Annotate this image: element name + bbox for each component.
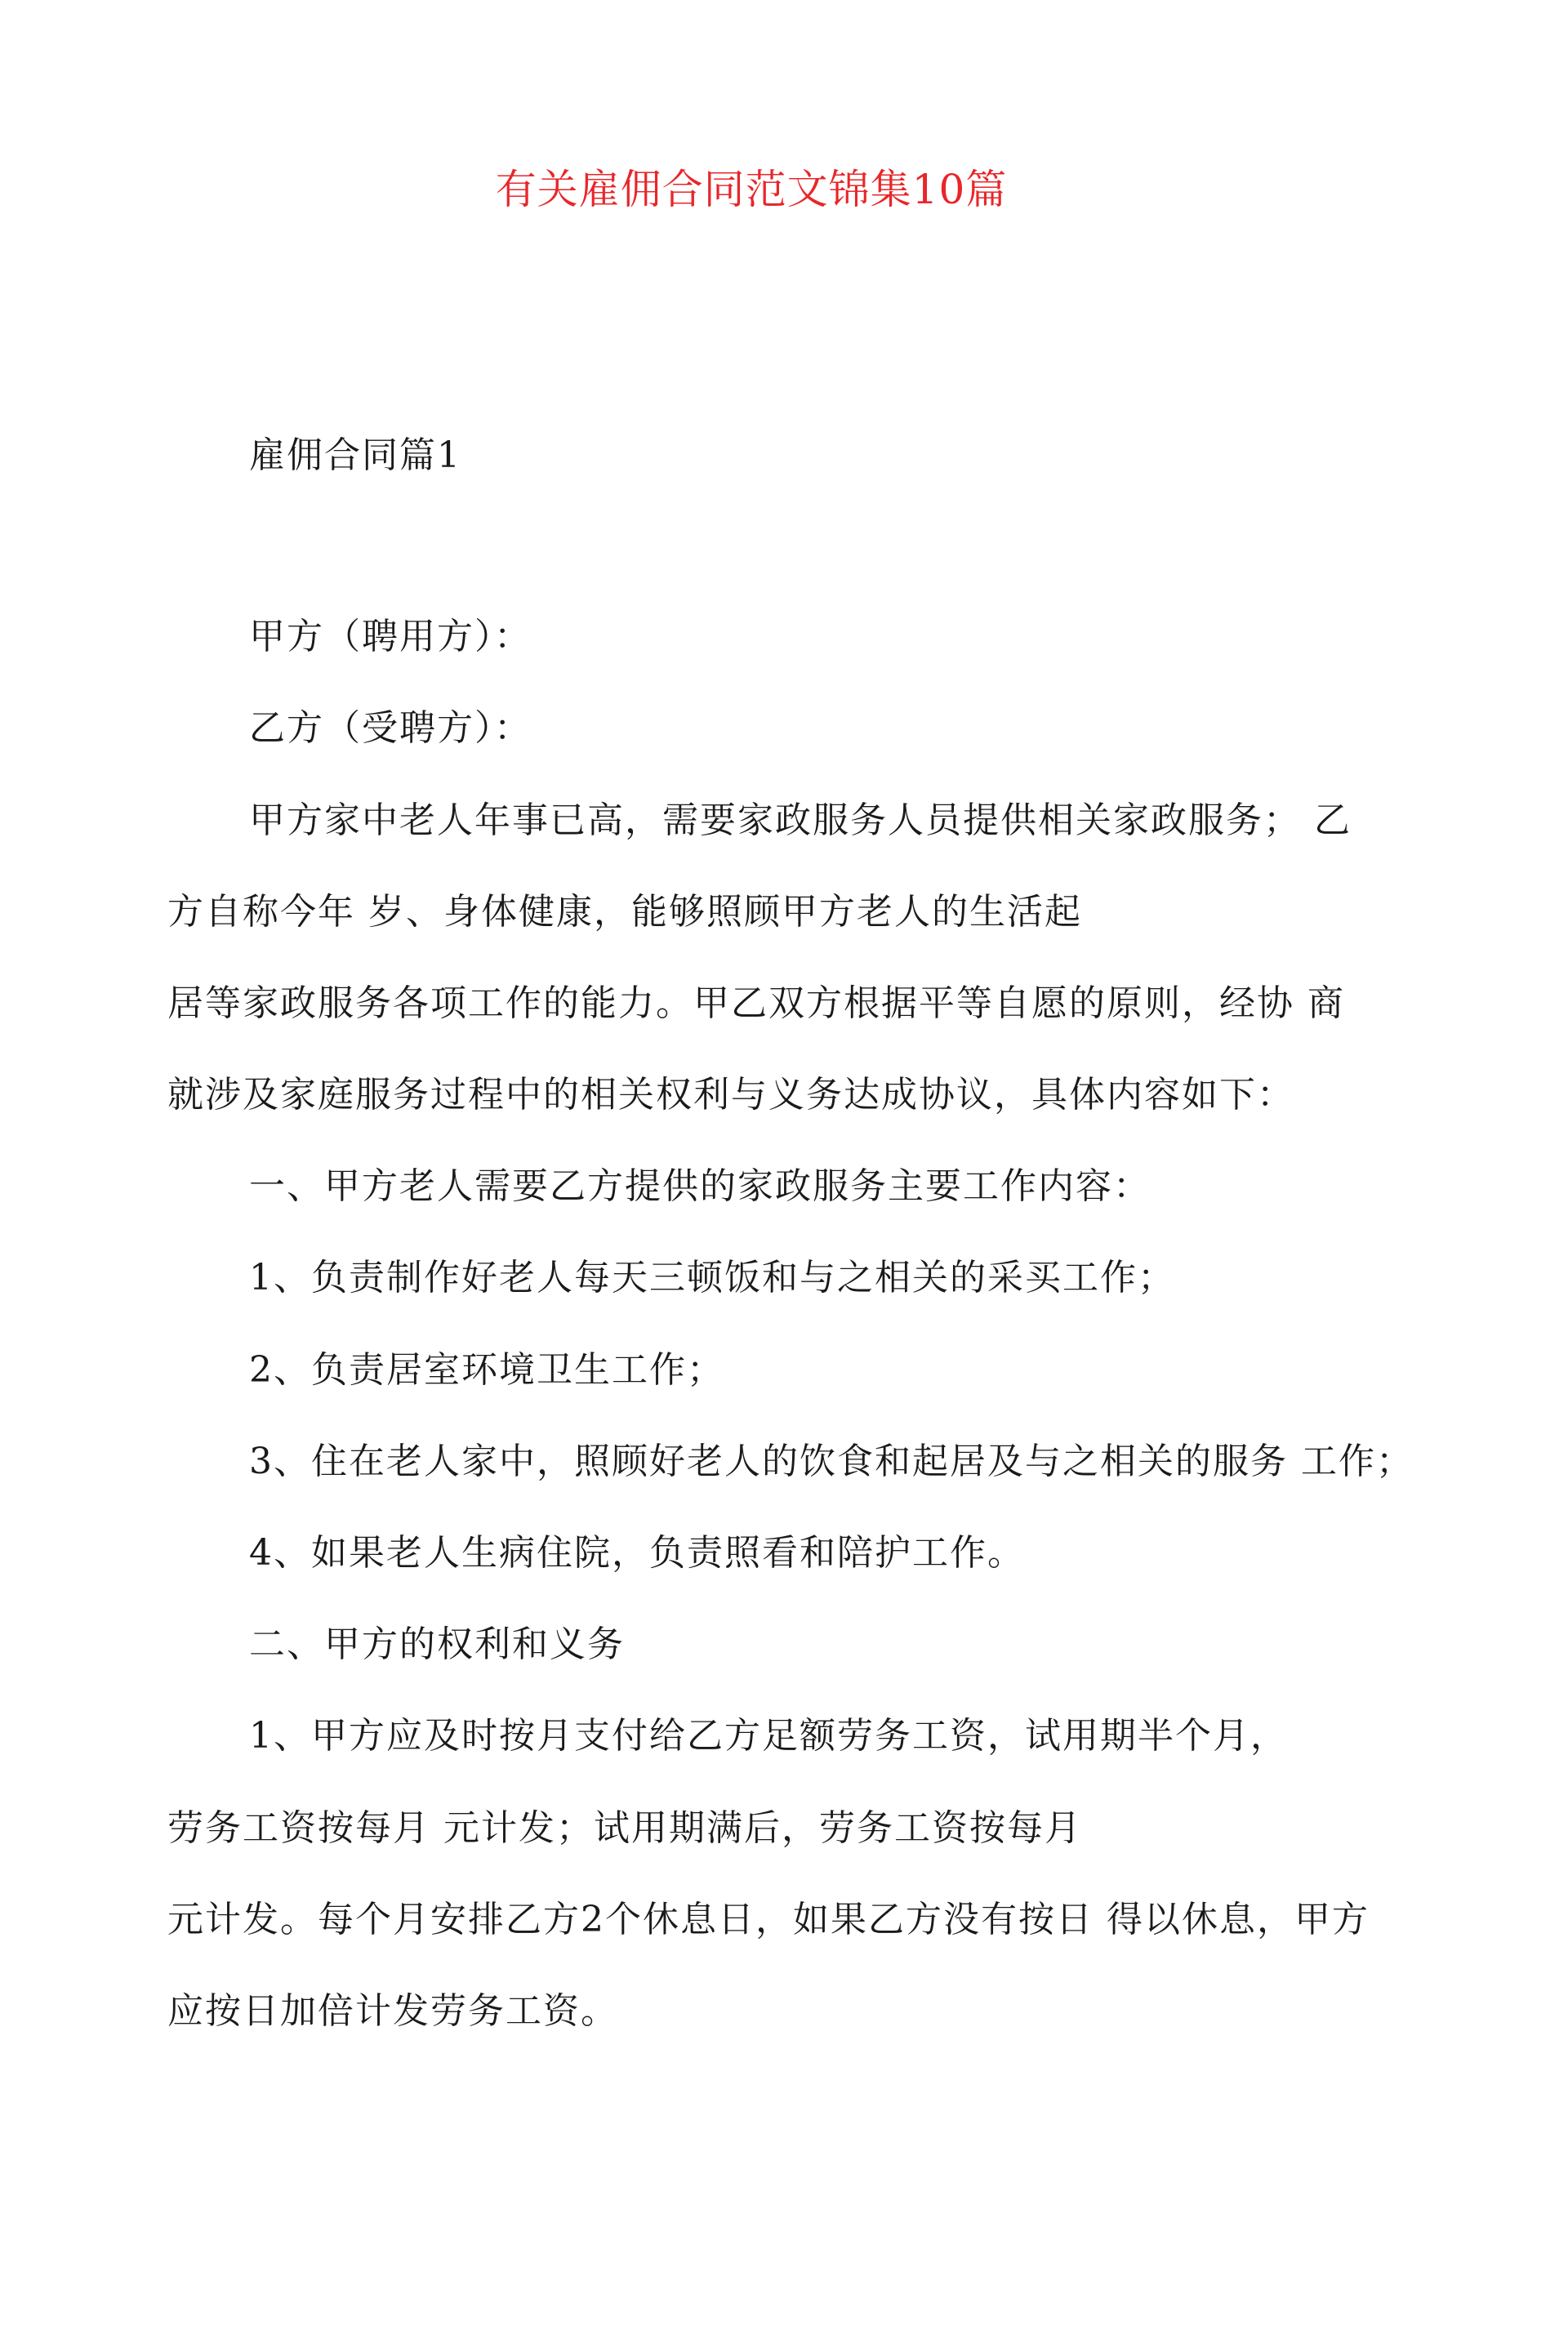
- body-text-line: 应按日加倍计发劳务工资。: [167, 1990, 618, 2032]
- body-text-line: 居等家政服务各项工作的能力。甲乙双方根据平等自愿的原则，经协 商: [167, 982, 1345, 1024]
- body-text-line: 就涉及家庭服务过程中的相关权利与义务达成协议，具体内容如下：: [167, 1074, 1294, 1116]
- party-b-line: 乙方（受聘方）：: [249, 707, 532, 749]
- body-text-line: 1、甲方应及时按月支付给乙方足额劳务工资，试用期半个月，: [249, 1715, 1288, 1757]
- clause-heading-1: 一、甲方老人需要乙方提供的家政服务主要工作内容：: [249, 1165, 1151, 1207]
- party-a-line: 甲方（聘用方）：: [249, 616, 532, 657]
- body-text-line: 劳务工资按每月 元计发；试用期满后，劳务工资按每月: [167, 1807, 1082, 1849]
- clause-item: 3、住在老人家中，照顾好老人的饮食和起居及与之相关的服务 工作；: [249, 1441, 1414, 1482]
- body-text-line: 元计发。每个月安排乙方2个休息日，如果乙方没有按日 得以休息，甲方: [167, 1899, 1370, 1940]
- section-heading-contract-1: 雇佣合同篇1: [249, 434, 461, 476]
- document-title: 有关雇佣合同范文锦集10篇: [495, 166, 1008, 213]
- clause-heading-2: 二、甲方的权利和义务: [249, 1624, 625, 1665]
- clause-item: 2、负责居室环境卫生工作；: [249, 1349, 724, 1391]
- body-text-line: 方自称今年 岁、身体健康，能够照顾甲方老人的生活起: [167, 891, 1082, 933]
- clause-item: 4、如果老人生病住院，负责照看和陪护工作。: [249, 1532, 1025, 1574]
- clause-item: 1、负责制作好老人每天三顿饭和与之相关的采买工作；: [249, 1257, 1175, 1298]
- body-text-line: 甲方家中老人年事已高，需要家政服务人员提供相关家政服务； 乙: [249, 800, 1352, 841]
